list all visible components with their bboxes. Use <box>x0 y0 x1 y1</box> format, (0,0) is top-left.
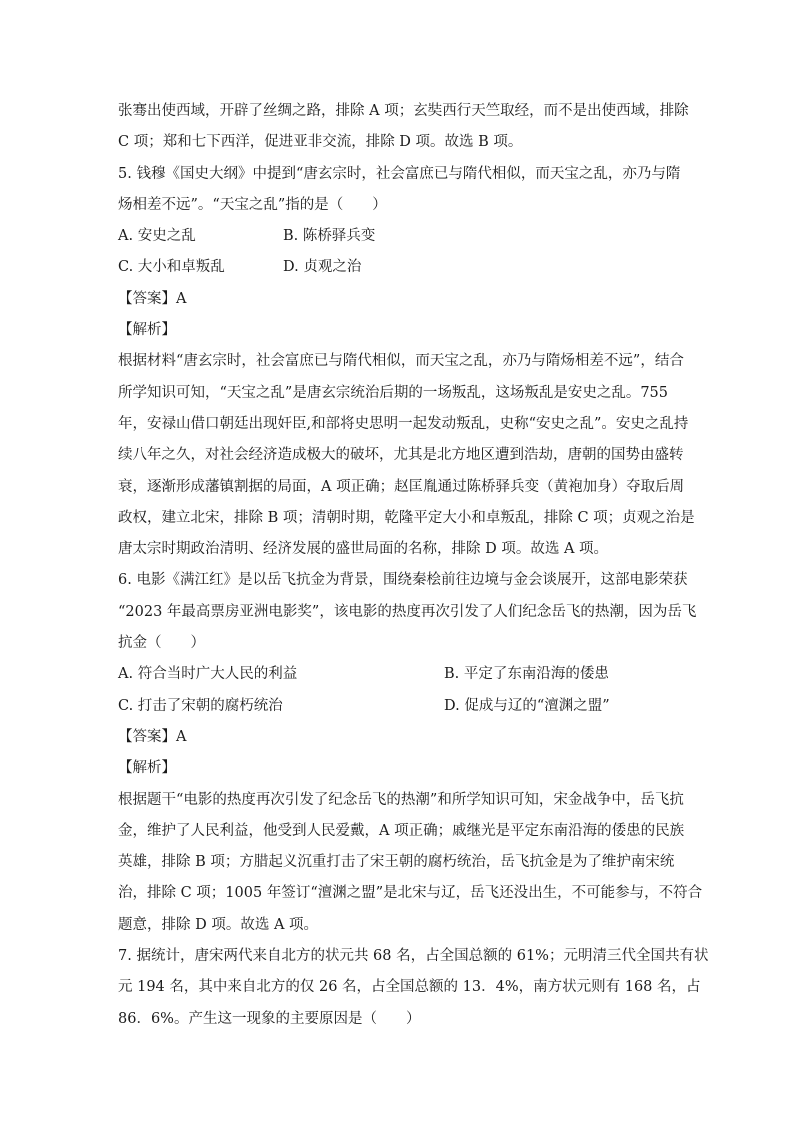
option-d: D. 促成与辽的“澶渊之盟” <box>444 697 610 714</box>
question-stem: 炀相差不远”。“天宝之乱”指的是（ ） <box>118 196 387 213</box>
options-row <box>118 252 678 283</box>
question-stem: 86．6%。产生这一现象的主要原因是（ ） <box>118 1010 421 1027</box>
analysis-text: 衰，逐渐形成藩镇割据的局面，A 项正确；赵匡胤通过陈桥驿兵变（黄袍加身）夺取后周 <box>118 478 685 495</box>
analysis-text: 治，排除 C 项；1005 年签订“澶渊之盟”是北宋与辽，岳飞还没出生，不可能参与，不符合 <box>118 885 703 902</box>
question-stem: 5. 钱穆《国史大纲》中提到“唐玄宗时，社会富庶已与隋代相似，而天宝之乱，亦乃与隋 <box>118 165 681 182</box>
text-line: 张骞出使西域，开辟了丝绸之路，排除 A 项；玄奘西行天竺取经，而不是出使西域，排除 <box>118 103 689 119</box>
analysis-text: 根据材料“唐玄宗时，社会富庶已与隋代相似，而天宝之乱，亦乃与隋炀相差不远”，结合 <box>118 353 684 370</box>
document-content <box>118 96 709 1035</box>
analysis-text: 所学知识可知，“天宝之乱”是唐玄宗统治后期的一场叛乱，这场叛乱是安史之乱。755 <box>118 384 668 401</box>
option-a: A. 安史之乱 <box>118 228 196 245</box>
analysis-label: 【解析】 <box>118 760 176 777</box>
question-stem: 6. 电影《满江红》是以岳飞抗金为背景，围绕秦桧前往边境与金会谈展开，这部电影荣获 <box>118 572 688 589</box>
option-c: C. 大小和卓叛乱 <box>118 259 225 276</box>
option-a: A. 符合当时广大人民的利益 <box>118 666 298 683</box>
option-b: B. 平定了东南沿海的倭患 <box>444 666 609 683</box>
analysis-text: 英雄，排除 B 项；方腊起义沉重打击了宋王朝的腐朽统治，岳飞抗金是为了维护南宋统 <box>118 854 675 871</box>
answer-line: 【答案】A <box>118 290 187 307</box>
option-c: C. 打击了宋朝的腐朽统治 <box>118 697 283 714</box>
answer-line: 【答案】A <box>118 728 187 745</box>
analysis-text: 续八年之久，对社会经济造成极大的破坏，尤其是北方地区遭到浩劫，唐朝的国势由盛转 <box>118 447 684 464</box>
question-stem: 7. 据统计，唐宋两代来自北方的状元共 68 名，占全国总额的 61%；元明清三代全国共有状 <box>118 948 709 965</box>
analysis-text: 政权，建立北宋，排除 B 项；清朝时期，乾隆平定大小和卓叛乱，排除 C 项；贞观之治是 <box>118 509 695 526</box>
option-b: B. 陈桥驿兵变 <box>283 228 376 245</box>
question-6 <box>118 565 703 941</box>
text-line: C 项；郑和七下西洋，促进亚非交流，排除 D 项。故选 B 项。 <box>118 134 523 151</box>
analysis-text: 唐太宗时期政治清明、经济发展的盛世局面的名称，排除 D 项。故选 A 项。 <box>118 541 609 558</box>
options-row <box>118 691 678 722</box>
options-row <box>118 221 678 252</box>
analysis-text: 根据题干“电影的热度再次引发了纪念岳飞的热潮”和所学知识可知，宋金战争中，岳飞抗 <box>118 791 684 808</box>
question-5 <box>118 159 695 566</box>
analysis-text: 年，安禄山借口朝廷出现奸臣,和部将史思明一起发动叛乱，史称“安史之乱”。安史之乱持 <box>118 415 689 432</box>
analysis-label: 【解析】 <box>118 322 176 339</box>
question-stem: 抗金（ ） <box>118 635 205 652</box>
options-row <box>118 659 678 690</box>
analysis-text: 金，维护了人民利益，他受到人民爱戴，A 项正确；戚继光是平定东南沿海的倭患的民族 <box>118 822 685 839</box>
question-7 <box>118 941 709 1035</box>
question-stem: “2023 年最高票房亚洲电影奖”，该电影的热度再次引发了人们纪念岳飞的热潮，因为岳飞 <box>118 603 697 620</box>
analysis-text: 题意，排除 D 项。故选 A 项。 <box>118 916 319 933</box>
option-d: D. 贞观之治 <box>283 259 362 276</box>
question-stem: 元 194 名，其中来自北方的仅 26 名，占全国总额的 13．4%，南方状元则有 168 名，占 <box>118 979 701 996</box>
